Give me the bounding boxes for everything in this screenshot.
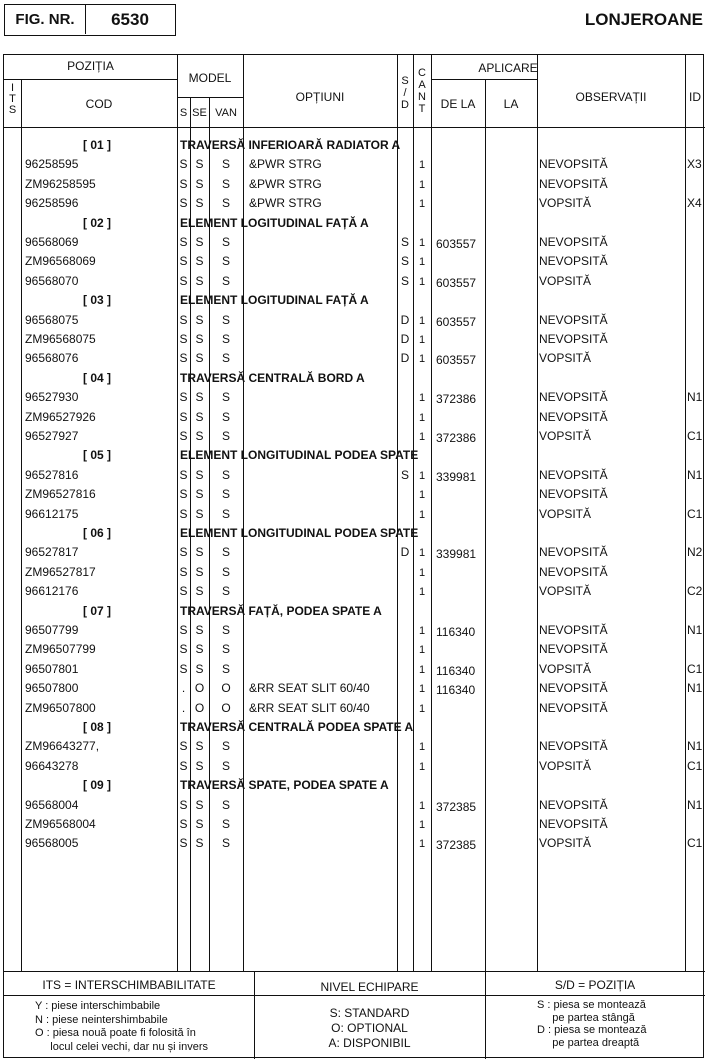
model-van-value: S: [221, 623, 230, 637]
part-code: ZM96507800: [25, 700, 96, 715]
model-van-value: S: [221, 351, 230, 366]
model-se-value: S: [195, 487, 204, 502]
option-value: &PWR STRG: [249, 157, 322, 172]
model-se-value: S: [195, 623, 204, 637]
header-aplicare: APLICARE: [478, 61, 538, 75]
footer-title-line: [4, 995, 705, 996]
quantity-value: 1: [418, 256, 426, 269]
legend-sd-title: S/D = POZIȚIA: [554, 978, 636, 992]
header-model-s: S: [179, 107, 188, 119]
model-van-value: S: [221, 429, 230, 443]
observation-value: VOPSITĂ: [539, 429, 592, 443]
part-code: 96612176: [25, 584, 79, 599]
applied-from-value: 603557: [436, 314, 477, 329]
model-van-value: S: [221, 235, 230, 249]
position-value: S: [400, 467, 409, 482]
applied-from-value: 339981: [436, 469, 477, 484]
legend-its-line: O : piesa nouă poate fi folosită în: [35, 1027, 196, 1039]
obs-column-divider: [685, 55, 686, 971]
model-se-value: S: [195, 429, 204, 443]
model-se-value: S: [195, 196, 204, 211]
its-column-divider: [21, 79, 22, 971]
quantity-value: 1: [418, 237, 426, 249]
model-s-value: S: [179, 623, 188, 637]
model-se-value: S: [195, 506, 204, 521]
model-s-value: S: [179, 409, 188, 424]
model-se-value: S: [195, 642, 204, 657]
id-value: N1: [687, 797, 703, 812]
legend-nivel-line: O: OPTIONAL: [331, 1021, 408, 1035]
quantity-value: 1: [418, 489, 426, 502]
id-value: N1: [687, 390, 703, 405]
quantity-value: 1: [418, 392, 426, 405]
part-code: ZM96527817: [25, 564, 96, 579]
model-s-value: S: [179, 332, 188, 346]
position-value: S: [400, 254, 409, 269]
model-s-value: S: [179, 739, 188, 754]
observation-value: NEVOPSITĂ: [539, 817, 608, 831]
legend-its-line: N : piese neintershimbabile: [35, 1013, 168, 1026]
header-divider: [177, 97, 243, 98]
position-value: S: [400, 273, 409, 288]
legend-its-title: ITS = INTERSCHIMBABILITATE: [42, 978, 216, 992]
observation-value: VOPSITĂ: [539, 836, 592, 851]
group-number: [ 04 ]: [82, 370, 111, 385]
model-se-value: S: [195, 409, 204, 424]
model-van-value: S: [221, 506, 230, 521]
group-title: TRAVERSĂ SPATE, PODEA SPATE A: [180, 778, 389, 793]
model-van-value: S: [221, 273, 230, 288]
observation-value: NEVOPSITĂ: [539, 700, 608, 715]
observation-value: NEVOPSITĂ: [539, 332, 608, 346]
id-value: C1: [687, 429, 703, 443]
model-s-value: S: [179, 273, 188, 288]
observation-value: NEVOPSITĂ: [539, 739, 608, 754]
model-se-value: S: [195, 235, 204, 249]
quantity-value: 1: [418, 625, 426, 637]
legend-nivel-title: NIVEL ECHIPARE: [320, 980, 419, 994]
model-van-value: S: [221, 157, 230, 172]
model-van-value: S: [221, 739, 230, 754]
model-s-value: S: [179, 429, 188, 443]
model-van-value: S: [221, 817, 230, 831]
part-code: 96527927: [25, 429, 79, 443]
quantity-value: 1: [418, 159, 426, 172]
model-se-value: S: [195, 273, 204, 288]
header-cod: COD: [85, 97, 113, 111]
quantity-value: 1: [418, 838, 426, 851]
applied-from-value: 116340: [436, 625, 476, 639]
observation-value: VOPSITĂ: [539, 196, 592, 211]
model-van-value: S: [221, 564, 230, 579]
quantity-value: 1: [418, 760, 426, 773]
model-van-value: O: [221, 681, 231, 696]
observation-value: VOPSITĂ: [539, 506, 592, 521]
id-value: X4: [687, 196, 702, 211]
figure-number-box: [4, 4, 176, 36]
quantity-value: 1: [418, 178, 426, 191]
part-code: ZM96568075: [25, 332, 96, 346]
part-code: ZM96568004: [25, 817, 96, 831]
model-se-value: S: [195, 312, 204, 327]
part-code: 96568076: [25, 351, 79, 366]
header-its: I T S: [8, 82, 17, 116]
quantity-value: 1: [418, 198, 426, 211]
group-title: ELEMENT LOGITUDINAL FAȚĂ A: [180, 215, 369, 230]
part-code: 96527930: [25, 390, 79, 405]
quantity-value: 1: [418, 586, 426, 599]
applied-from-value: 372385: [436, 799, 477, 814]
model-s-value: S: [179, 487, 188, 502]
observation-value: NEVOPSITĂ: [539, 623, 608, 637]
id-value: X3: [687, 157, 702, 172]
option-value: &RR SEAT SLIT 60/40: [249, 681, 370, 696]
part-code: 96612175: [25, 506, 79, 521]
legend-sd-line: D : piesa se montează: [537, 1024, 647, 1036]
id-value: C2: [687, 584, 703, 599]
quantity-value: 1: [418, 411, 426, 424]
model-s-value: S: [179, 758, 188, 773]
id-value: C1: [687, 506, 703, 521]
part-code: 96568070: [25, 273, 79, 288]
header-sd: S / D: [401, 75, 409, 111]
model-van-value: S: [221, 196, 230, 211]
applied-from-value: 339981: [436, 547, 477, 562]
part-code: 96507799: [25, 623, 79, 637]
part-code: 96527817: [25, 545, 79, 560]
header-cant: C A N T: [418, 67, 426, 115]
model-se-value: S: [195, 390, 204, 405]
model-van-value: S: [221, 332, 230, 346]
observation-value: NEVOPSITĂ: [539, 176, 608, 191]
model-se-value: S: [195, 254, 204, 269]
model-s-value: S: [179, 312, 188, 327]
observation-value: VOPSITĂ: [539, 273, 592, 288]
group-title: TRAVERSĂ INFERIOARĂ RADIATOR A: [180, 138, 401, 152]
header-la: LA: [503, 97, 519, 111]
group-title: ELEMENT LONGITUDINAL PODEA SPATE: [180, 448, 419, 463]
option-value: &RR SEAT SLIT 60/40: [249, 700, 370, 715]
position-value: D: [400, 312, 410, 327]
model-se-value: S: [195, 157, 204, 172]
legend-nivel-line: S: STANDARD: [329, 1006, 410, 1020]
part-code: 96643278: [25, 758, 79, 773]
van-column-divider: [243, 55, 244, 971]
model-s-value: S: [179, 817, 188, 831]
observation-value: NEVOPSITĂ: [539, 157, 608, 172]
quantity-value: 1: [418, 663, 426, 676]
model-van-value: S: [221, 797, 230, 812]
part-code: ZM96258595: [25, 176, 96, 191]
group-title: ELEMENT LONGITUDINAL PODEA SPATE: [180, 526, 419, 540]
model-s-value: S: [179, 642, 188, 657]
model-van-value: S: [221, 642, 230, 657]
legend-sd-line: pe partea stângă: [537, 1011, 635, 1024]
model-s-value: S: [179, 661, 188, 676]
model-s-value: S: [179, 584, 188, 599]
observation-value: NEVOPSITĂ: [539, 545, 608, 560]
model-van-value: S: [221, 758, 230, 773]
observation-value: NEVOPSITĂ: [539, 312, 608, 327]
header-model: MODEL: [188, 71, 232, 85]
quantity-value: 1: [418, 741, 426, 754]
model-van-value: S: [221, 545, 230, 560]
legend-sd-line: S : piesa se montează: [537, 999, 646, 1011]
model-se-value: S: [195, 545, 204, 560]
observation-value: NEVOPSITĂ: [539, 409, 608, 424]
group-number: [ 02 ]: [82, 215, 111, 230]
model-se-value: S: [195, 836, 204, 851]
position-value: D: [400, 545, 410, 560]
part-code: 96568004: [25, 797, 79, 812]
model-se-value: S: [195, 817, 204, 831]
quantity-value: 1: [418, 702, 426, 715]
header-id: ID: [689, 90, 701, 104]
observation-value: NEVOPSITĂ: [539, 681, 608, 696]
model-van-value: S: [221, 312, 230, 327]
model-van-value: O: [221, 700, 231, 715]
model-s-value: S: [179, 836, 188, 851]
part-code: ZM96527926: [25, 409, 96, 424]
model-van-value: S: [221, 176, 230, 191]
part-code: ZM96643277,: [25, 739, 100, 754]
part-code: 96568075: [25, 312, 79, 327]
id-value: N2: [687, 545, 703, 560]
applied-from-value: 603557: [436, 275, 477, 290]
part-code: 96527816: [25, 467, 79, 482]
id-value: N1: [687, 467, 703, 482]
fig-label: FIG. NR.: [5, 5, 86, 34]
model-se-value: S: [195, 739, 204, 754]
model-s-value: S: [179, 564, 188, 579]
page-title: LONJEROANE: [584, 10, 703, 29]
quantity-value: 1: [418, 353, 426, 366]
header-optiuni: OPȚIUNI: [295, 90, 345, 104]
legend-sd-line: pe partea dreaptă: [537, 1036, 640, 1049]
applied-from-value: 116340: [436, 683, 476, 698]
observation-value: NEVOPSITĂ: [539, 254, 608, 269]
header-model-van: VAN: [215, 107, 237, 119]
group-number: [ 05 ]: [82, 448, 111, 463]
part-code: 96507801: [25, 661, 79, 676]
footer-top-line: [4, 971, 705, 972]
part-code: 96258595: [25, 157, 79, 172]
model-s-value: S: [179, 545, 188, 560]
position-value: D: [400, 351, 410, 366]
option-value: &PWR STRG: [249, 176, 322, 191]
model-van-value: S: [221, 254, 230, 269]
model-se-value: S: [195, 176, 204, 191]
group-title: TRAVERSĂ CENTRALĂ PODEA SPATE A: [180, 720, 414, 734]
optiuni-column-divider: [397, 55, 398, 971]
observation-value: NEVOPSITĂ: [539, 235, 608, 249]
model-van-value: S: [221, 390, 230, 405]
model-van-value: S: [221, 836, 230, 851]
quantity-value: 1: [418, 566, 426, 579]
quantity-value: 1: [418, 799, 426, 812]
quantity-value: 1: [418, 334, 426, 346]
model-s-value: S: [179, 254, 188, 269]
header-pozitia: POZIȚIA: [67, 59, 114, 73]
model-s-value: S: [179, 176, 188, 191]
model-s-value: .: [181, 700, 186, 715]
legend-nivel-line: A: DISPONIBIL: [328, 1036, 411, 1050]
position-value: D: [400, 332, 410, 346]
quantity-value: 1: [418, 644, 426, 657]
id-value: C1: [687, 758, 703, 773]
model-se-value: S: [195, 564, 204, 579]
header-model-se: SE: [192, 107, 207, 119]
applied-from-value: 372386: [436, 392, 477, 407]
observation-value: VOPSITĂ: [539, 758, 592, 773]
group-title: TRAVERSĂ CENTRALĂ BORD A: [180, 370, 365, 385]
legend-its-line: Y : piese interschimbabile: [35, 1000, 161, 1012]
model-s-value: S: [179, 506, 188, 521]
group-number: [ 07 ]: [82, 603, 111, 618]
group-number: [ 03 ]: [82, 293, 111, 308]
observation-value: NEVOPSITĂ: [539, 487, 608, 502]
quantity-value: 1: [418, 275, 426, 288]
model-s-value: S: [179, 390, 188, 405]
header-observatii: OBSERVAȚII: [575, 90, 647, 104]
model-se-value: S: [195, 758, 204, 773]
quantity-value: 1: [418, 547, 426, 560]
id-value: C1: [687, 661, 703, 676]
model-se-value: S: [195, 332, 204, 346]
applied-from-value: 372386: [436, 431, 477, 445]
model-van-value: S: [221, 467, 230, 482]
quantity-value: 1: [418, 683, 426, 696]
applied-from-value: 603557: [436, 353, 477, 368]
model-van-value: S: [221, 409, 230, 424]
model-se-value: O: [194, 681, 205, 696]
part-code: 96568069: [25, 235, 79, 249]
group-title: ELEMENT LOGITUDINAL FAȚĂ A: [180, 293, 369, 308]
fig-number: 6530: [111, 10, 149, 29]
la-column-divider: [537, 55, 538, 971]
observation-value: NEVOPSITĂ: [539, 564, 608, 579]
model-se-value: S: [195, 661, 204, 676]
quantity-value: 1: [418, 819, 426, 831]
group-number: [ 06 ]: [82, 526, 111, 540]
group-number: [ 01 ]: [82, 138, 111, 152]
model-se-value: S: [195, 467, 204, 482]
observation-value: NEVOPSITĂ: [539, 390, 608, 405]
part-code: 96507800: [25, 681, 79, 696]
observation-value: VOPSITĂ: [539, 584, 592, 599]
observation-value: NEVOPSITĂ: [539, 797, 608, 812]
position-value: S: [400, 235, 409, 249]
observation-value: VOPSITĂ: [539, 661, 592, 676]
model-s-value: S: [179, 467, 188, 482]
id-value: N1: [687, 623, 703, 637]
group-number: [ 09 ]: [82, 778, 111, 793]
part-code: ZM96527816: [25, 487, 96, 502]
header-divider: [4, 79, 177, 80]
quantity-value: 1: [418, 469, 426, 482]
quantity-value: 1: [418, 508, 426, 521]
option-value: &PWR STRG: [249, 196, 322, 211]
cant-column-divider: [431, 55, 432, 971]
legend-its-line: locul celei vechi, dar nu și invers: [35, 1040, 209, 1053]
model-van-value: S: [221, 487, 230, 502]
part-code: 96258596: [25, 196, 79, 211]
model-s-value: S: [179, 157, 188, 172]
observation-value: NEVOPSITĂ: [539, 467, 608, 482]
model-se-value: O: [194, 700, 205, 715]
applied-from-value: 603557: [436, 237, 477, 251]
part-code: ZM96507799: [25, 642, 96, 657]
observation-value: VOPSITĂ: [539, 351, 592, 366]
group-title: TRAVERSĂ FAȚĂ, PODEA SPATE A: [180, 603, 382, 618]
model-van-value: S: [221, 584, 230, 599]
model-se-value: S: [195, 797, 204, 812]
group-number: [ 08 ]: [82, 720, 111, 734]
header-bottom-line: [4, 127, 705, 128]
part-code: ZM96568069: [25, 254, 96, 269]
part-code: 96568005: [25, 836, 79, 851]
model-s-value: S: [179, 351, 188, 366]
model-s-value: S: [179, 797, 188, 812]
id-value: N1: [687, 681, 703, 696]
header-divider: [431, 79, 537, 80]
model-se-value: S: [195, 351, 204, 366]
quantity-value: 1: [418, 431, 426, 443]
model-se-value: S: [195, 584, 204, 599]
parts-table: [3, 54, 704, 1058]
header-de-la: DE LA: [440, 97, 476, 111]
id-value: N1: [687, 739, 703, 754]
quantity-value: 1: [418, 314, 426, 327]
id-value: C1: [687, 836, 703, 851]
dela-column-divider: [485, 79, 486, 971]
model-s-value: S: [179, 196, 188, 211]
applied-from-value: 116340: [436, 663, 476, 678]
model-s-value: S: [179, 235, 188, 249]
model-s-value: .: [181, 681, 186, 696]
model-van-value: S: [221, 661, 230, 676]
observation-value: NEVOPSITĂ: [539, 642, 608, 657]
applied-from-value: 372385: [436, 838, 477, 853]
